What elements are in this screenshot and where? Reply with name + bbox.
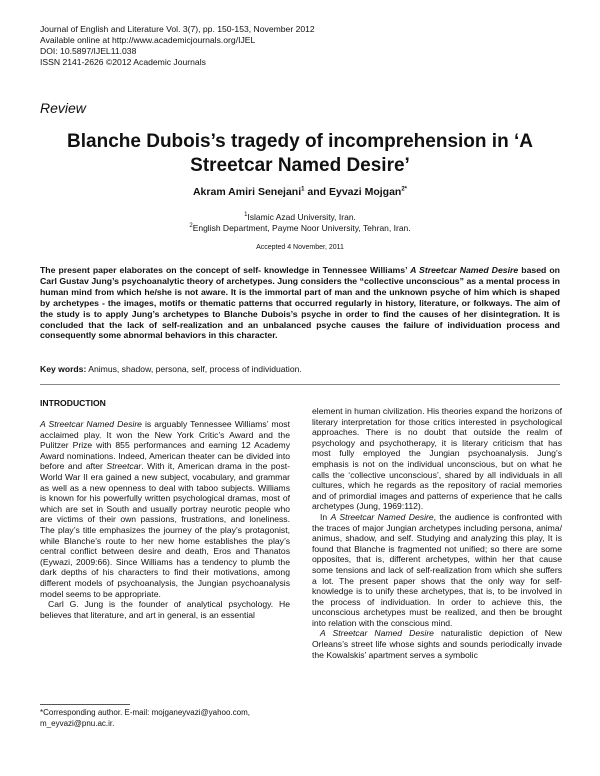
journal-url: Available online at http://www.academicjournals.org/IJEL xyxy=(40,35,256,45)
affiliation-1-mark: 1 xyxy=(244,212,248,219)
introduction-heading: INTRODUCTION xyxy=(40,398,106,408)
keywords-list: Animus, shadow, persona, self, process of individuation. xyxy=(86,364,302,374)
article-type: Review xyxy=(40,100,86,116)
play-title: A Streetcar Named Desire xyxy=(40,419,142,429)
author-conjunction: and xyxy=(304,186,329,198)
affiliation-1 xyxy=(40,212,560,223)
author-2: Eyvazi Mojgan xyxy=(328,186,402,198)
keywords xyxy=(40,364,560,374)
play-title-3: A Streetcar Named Desire xyxy=(320,628,434,639)
author-list xyxy=(40,186,560,198)
affiliation-2-mark: 2 xyxy=(189,223,193,230)
keywords-label: Key words: xyxy=(40,364,87,374)
intro-paragraph-5-text: naturalistic depiction of New Orleans’s street life whose sights and sounds periodically invade the Kowalskis’ apartment serves a symbolic xyxy=(312,628,562,660)
accepted-date: Accepted 4 November, 2011 xyxy=(256,244,344,251)
author-1: Akram Amiri Senejani xyxy=(192,186,302,198)
footnote-rule xyxy=(40,704,130,705)
journal-header xyxy=(40,24,315,68)
affiliation-1-text: Islamic Azad University, Iran. xyxy=(247,212,356,222)
intro-paragraph-1-text-2: . With it, American drama in the post-World War II era gained a new subject, vocabulary, and grammar as well as a new openness to deal with taboo subjects. Williams is known for his powerfully written psychological dramas, most of which are set in South and usually portray neurotic people who are victims of their own passions, frustrations, and loneliness. The play’s title emphasizes the journey of the play’s protagonist, while Blanche’s route to her new home establishes the play’s central conflict between desire and death, Eros and Thanatos (Eywazi, 2009:66). Since Williams has a tendency to plumb the dark depths of his characters to find their motivations, among different models of psychoanalysis, the Jungian psychoanalysis model seems to be appropriate. xyxy=(40,461,290,599)
author-2-affiliation-mark: 2* xyxy=(401,186,408,193)
right-column xyxy=(312,406,562,660)
intro-paragraph-4 xyxy=(312,512,562,629)
intro-paragraph-1 xyxy=(40,419,290,599)
article-title: Blanche Dubois’s tragedy of incomprehension in ‘A Streetcar Named Desire’ xyxy=(67,131,533,176)
intro-paragraph-3: element in human civilization. His theories expand the horizons of literary interpretation for those critics interested in psychological approaches. There is no doubt that outside the realm of psychology and psychotherapy, it is literary criticism that has most fully employed the Jungian psychoanalysis. Jung’s emphasis is not on the individual unconscious, but on what he calls the ‘collective unconscious’, shared by all individuals in all cultures, which he regards as the repository of racial memories and of primordial images and patterns of experience that he calls archetypes (Jung, 1969:112). xyxy=(312,406,562,512)
intro-paragraph-4-text: , the audience is confronted with the traces of major Jungian archetypes including persona, anima/ animus, shadow, and self. Studying and analyzing this play, It is found that Blanche is fragmented not unified; so there are some opposites, that is, different archetypes, within her that cause some tensions and lack of self-realization from which she suffers a lot. The present paper shows that the only way for self-knowledge is to unify these archetypes, that is, to be involved in the process of individuation. In order to achieve this, the unconscious archetypes must be realized, and then be brought into relation with the conscious mind. xyxy=(312,511,562,628)
abstract-text-1: The present paper elaborates on the concept of self- knowledge in Tennessee Williams’ xyxy=(40,265,411,275)
author-1-affiliation-mark: 1 xyxy=(301,186,305,193)
affiliation-2-text: English Department, Payme Noor University, Tehran, Iran. xyxy=(192,223,411,233)
journal-issn: ISSN 2141-2626 ©2012 Academic Journals xyxy=(40,57,206,67)
journal-citation: Journal of English and Literature Vol. 3(7), pp. 150-153, November 2012 xyxy=(40,24,315,34)
section-divider xyxy=(40,384,560,385)
abstract-play-title: A Streetcar Named Desire xyxy=(410,265,519,275)
left-column xyxy=(40,419,290,620)
play-title-2: A Streetcar Named Desire xyxy=(330,511,434,522)
corresponding-author-footnote: *Corresponding author. E-mail: mojganeyvazi@yahoo.com, m_eyvazi@pnu.ac.ir. xyxy=(40,708,251,728)
intro-paragraph-2: Carl G. Jung is the founder of analytical psychology. He believes that literature, and art in general, is an essential xyxy=(40,599,290,620)
abstract xyxy=(40,265,560,341)
affiliation-2 xyxy=(40,223,560,234)
affiliations xyxy=(40,212,560,234)
intro-paragraph-1-text: is arguably Tennessee Williams’ most acclaimed play. It won the New York Critic’s Award and the Pulitzer Prize with 855 performances and earning 12 Academy Award nominations. Indeed, American theater can be divided into before and after xyxy=(40,419,290,472)
journal-doi: DOI: 10.5897/IJEL11.038 xyxy=(40,46,137,56)
abstract-text-2: based on Carl Gustav Jung’s psychoanalytic theory of archetypes. Jung considers the “collective unconscious” as a mental process in human mind from which he/she is not aware. It is the immortal part of man and the unknown psyche of him which is shaped by archetypes - the images, motifs or thematic patterns that occurred regularly in history, literature, or folkways. The aim of the study is to apply Jung’s archetypes to Blanche Dubois’s psyche in order to find the causes of her disintegration. It is concluded that the lack of self-realization and an unbalanced psyche causes the failure of individuation process and consequently some abnormal behaviors in this character. xyxy=(40,265,560,341)
intro-paragraph-5 xyxy=(312,628,562,660)
intro-paragraph-4-lead: In xyxy=(320,511,331,522)
play-short-title: Streetcar xyxy=(106,461,142,472)
